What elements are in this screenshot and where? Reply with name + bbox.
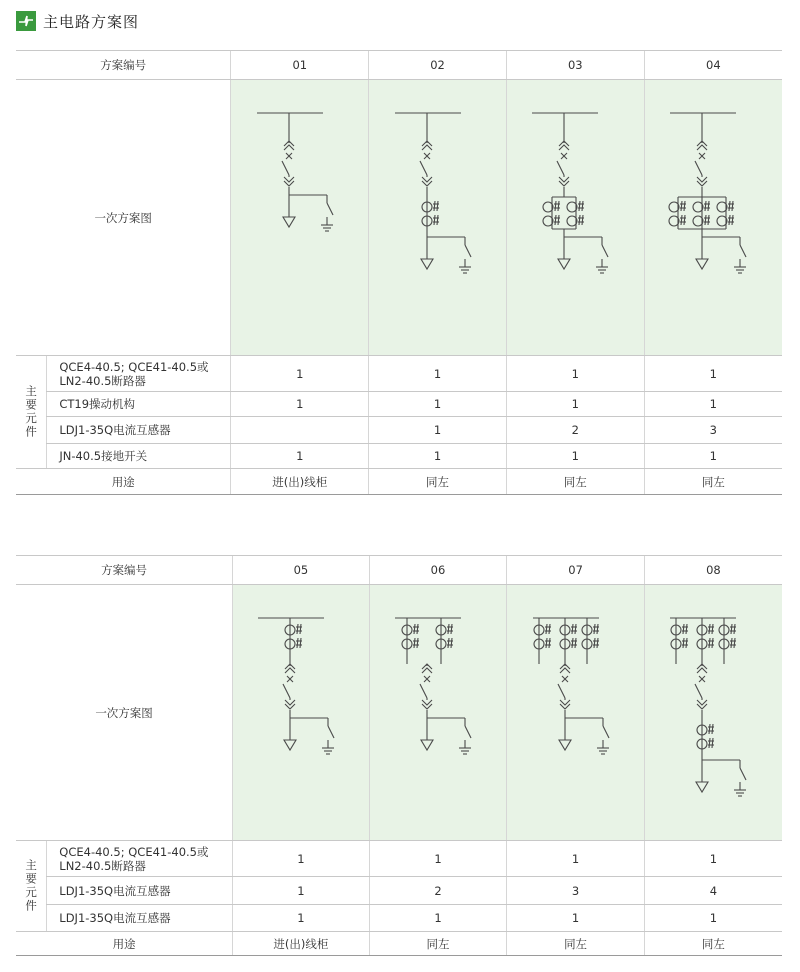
ct-mark <box>705 215 706 225</box>
ct-mark <box>546 624 547 634</box>
ct-mark <box>594 624 595 634</box>
component-qty: 1 <box>644 905 782 932</box>
ct-mark <box>734 624 735 634</box>
diagram-row <box>16 585 782 841</box>
plug-in-contact-icon <box>285 700 295 705</box>
ct-mark <box>684 215 685 225</box>
ct-mark <box>555 201 556 211</box>
component-qty: 1 <box>506 392 644 417</box>
ct-mark <box>709 638 710 648</box>
scheme-number: 04 <box>644 51 782 80</box>
plug-in-contact-icon <box>697 668 707 673</box>
scheme-number-label: 方案编号 <box>16 556 233 585</box>
usage-value: 同左 <box>369 469 507 495</box>
ct-mark <box>575 638 576 648</box>
circuit-diagram-cell <box>644 585 782 841</box>
circuit-diagram-cell <box>644 80 782 356</box>
component-qty: 1 <box>369 905 507 932</box>
plug-in-contact-icon <box>284 177 294 182</box>
component-name: CT19操动机构 <box>47 392 231 417</box>
breaker-blade-icon <box>695 684 702 698</box>
breaker-blade-icon <box>695 161 702 175</box>
ct-mark <box>712 738 713 748</box>
cable-terminal-icon <box>559 740 571 750</box>
component-row <box>16 417 782 444</box>
usage-value: 同左 <box>507 932 645 956</box>
component-row <box>16 392 782 417</box>
component-qty: 2 <box>369 877 507 905</box>
component-qty: 1 <box>369 392 507 417</box>
usage-value: 进(出)线柜 <box>233 932 370 956</box>
ct-mark <box>451 624 452 634</box>
ct-mark <box>437 215 438 225</box>
component-qty: 1 <box>644 841 782 877</box>
component-qty: 1 <box>369 444 507 469</box>
component-name: LDJ1-35Q电流互感器 <box>47 905 233 932</box>
earthing-switch-icon <box>740 245 746 257</box>
usage-value: 进(出)线柜 <box>231 469 369 495</box>
usage-value: 同左 <box>644 469 782 495</box>
plug-in-contact-icon <box>285 668 295 673</box>
ct-mark <box>549 638 550 648</box>
ct-mark <box>734 638 735 648</box>
component-qty: 1 <box>231 444 369 469</box>
plug-in-contact-icon <box>284 145 294 150</box>
ct-mark <box>686 624 687 634</box>
component-qty: 1 <box>231 392 369 417</box>
circuit-diagram-cell <box>233 585 370 841</box>
scheme-table-2 <box>16 555 782 956</box>
diagram-label: 一次方案图 <box>16 585 233 841</box>
breaker-blade-icon <box>558 684 565 698</box>
ct-mark <box>712 724 713 734</box>
scheme-number: 07 <box>507 556 645 585</box>
ct-mark <box>594 638 595 648</box>
ct-mark <box>731 624 732 634</box>
ct-mark <box>414 624 415 634</box>
cable-terminal-icon <box>696 259 708 269</box>
cable-terminal-icon <box>284 740 296 750</box>
ct-mark <box>417 638 418 648</box>
ct-mark <box>712 624 713 634</box>
usage-value: 同左 <box>369 932 507 956</box>
component-qty: 1 <box>644 444 782 469</box>
component-name: QCE4-40.5; QCE41-40.5或LN2-40.5断路器 <box>47 356 231 392</box>
component-qty: 1 <box>507 905 645 932</box>
ct-mark <box>684 201 685 211</box>
ct-mark <box>732 201 733 211</box>
component-qty: 1 <box>233 841 370 877</box>
ct-mark <box>300 638 301 648</box>
scheme-number: 01 <box>231 51 369 80</box>
circuit-diagram-cell <box>369 80 507 356</box>
plug-in-contact-icon <box>697 700 707 705</box>
ct-mark <box>546 638 547 648</box>
usage-value: 同左 <box>644 932 782 956</box>
scheme-number-label: 方案编号 <box>16 51 231 80</box>
diagram-label: 一次方案图 <box>16 80 231 356</box>
component-qty: 2 <box>506 417 644 444</box>
scheme-number-row <box>16 556 782 585</box>
scheme-number: 03 <box>506 51 644 80</box>
component-name: LDJ1-35Q电流互感器 <box>47 417 231 444</box>
scheme-number: 05 <box>233 556 370 585</box>
ct-mark <box>582 215 583 225</box>
plug-in-contact-icon <box>560 668 570 673</box>
cable-terminal-icon <box>421 740 433 750</box>
component-row <box>16 905 782 932</box>
component-qty <box>231 417 369 444</box>
component-row <box>16 356 782 392</box>
circuit-diagram-cell <box>231 80 369 356</box>
ct-mark <box>712 638 713 648</box>
plug-in-contact-icon <box>559 145 569 150</box>
ct-mark <box>681 215 682 225</box>
component-row <box>16 841 782 877</box>
component-qty: 1 <box>644 356 782 392</box>
ct-mark <box>681 201 682 211</box>
plug-in-contact-icon <box>422 668 432 673</box>
usage-value: 同左 <box>506 469 644 495</box>
usage-row <box>16 932 782 956</box>
ct-mark <box>555 215 556 225</box>
scheme-number: 06 <box>369 556 507 585</box>
ct-mark <box>729 201 730 211</box>
plug-in-contact-icon <box>422 700 432 705</box>
ct-mark <box>732 215 733 225</box>
cable-terminal-icon <box>283 217 295 227</box>
ct-mark <box>414 638 415 648</box>
scheme-number-row <box>16 51 782 80</box>
ct-mark <box>579 215 580 225</box>
ct-mark <box>709 624 710 634</box>
component-qty: 3 <box>507 877 645 905</box>
component-qty: 1 <box>506 444 644 469</box>
component-qty: 1 <box>369 356 507 392</box>
plug-in-contact-icon <box>560 700 570 705</box>
component-qty: 1 <box>369 841 507 877</box>
ct-mark <box>297 638 298 648</box>
page-title: 主电路方案图 <box>43 12 140 31</box>
component-name: JN-40.5接地开关 <box>47 444 231 469</box>
ct-mark <box>731 638 732 648</box>
breaker-blade-icon <box>282 161 289 175</box>
ct-mark <box>709 724 710 734</box>
cable-terminal-icon <box>696 782 708 792</box>
breaker-blade-icon <box>420 684 427 698</box>
ct-mark <box>448 624 449 634</box>
ct-mark <box>575 624 576 634</box>
usage-label: 用途 <box>16 469 231 495</box>
ct-mark <box>597 638 598 648</box>
ct-mark <box>549 624 550 634</box>
circuit-diagram-cell <box>506 80 644 356</box>
plug-in-contact-icon <box>559 177 569 182</box>
component-qty: 1 <box>369 417 507 444</box>
breaker-blade-icon <box>283 684 290 698</box>
ct-mark <box>297 624 298 634</box>
main-components-label: 主要元件 <box>16 356 47 469</box>
cable-terminal-icon <box>558 259 570 269</box>
ct-mark <box>572 638 573 648</box>
ct-mark <box>558 215 559 225</box>
usage-row <box>16 469 782 495</box>
power-logo-icon <box>16 11 36 31</box>
ct-mark <box>683 624 684 634</box>
component-qty: 1 <box>233 877 370 905</box>
page-header <box>16 9 139 33</box>
ct-mark <box>300 624 301 634</box>
ct-mark <box>579 201 580 211</box>
component-qty: 4 <box>644 877 782 905</box>
component-qty: 1 <box>506 356 644 392</box>
earthing-switch-icon <box>465 726 471 738</box>
component-qty: 1 <box>644 392 782 417</box>
component-row <box>16 877 782 905</box>
ct-mark <box>572 624 573 634</box>
plug-in-contact-icon <box>422 177 432 182</box>
circuit-diagram-cell <box>369 585 507 841</box>
earthing-switch-icon <box>603 726 609 738</box>
plug-in-contact-icon <box>697 145 707 150</box>
cable-terminal-icon <box>421 259 433 269</box>
ct-mark <box>705 201 706 211</box>
earthing-switch-icon <box>602 245 608 257</box>
ct-mark <box>597 624 598 634</box>
ct-mark <box>558 201 559 211</box>
component-qty: 3 <box>644 417 782 444</box>
diagram-row <box>16 80 782 356</box>
ct-mark <box>434 215 435 225</box>
earthing-switch-icon <box>327 203 333 215</box>
breaker-blade-icon <box>420 161 427 175</box>
ct-mark <box>448 638 449 648</box>
earthing-switch-icon <box>465 245 471 257</box>
component-name: LDJ1-35Q电流互感器 <box>47 877 233 905</box>
breaker-blade-icon <box>557 161 564 175</box>
ct-mark <box>729 215 730 225</box>
scheme-number: 02 <box>369 51 507 80</box>
scheme-table-1 <box>16 50 782 495</box>
usage-label: 用途 <box>16 932 233 956</box>
plug-in-contact-icon <box>422 145 432 150</box>
component-qty: 1 <box>231 356 369 392</box>
ct-mark <box>708 215 709 225</box>
component-qty: 1 <box>233 905 370 932</box>
component-name: QCE4-40.5; QCE41-40.5或LN2-40.5断路器 <box>47 841 233 877</box>
ct-mark <box>451 638 452 648</box>
ct-mark <box>686 638 687 648</box>
scheme-number: 08 <box>644 556 782 585</box>
component-row <box>16 444 782 469</box>
component-qty: 1 <box>507 841 645 877</box>
earthing-switch-icon <box>328 726 334 738</box>
ct-mark <box>417 624 418 634</box>
ct-mark <box>683 638 684 648</box>
plug-in-contact-icon <box>697 177 707 182</box>
ct-mark <box>434 201 435 211</box>
main-components-label: 主要元件 <box>16 841 47 932</box>
ct-mark <box>582 201 583 211</box>
ct-mark <box>437 201 438 211</box>
circuit-diagram-cell <box>507 585 645 841</box>
ct-mark <box>708 201 709 211</box>
ct-mark <box>709 738 710 748</box>
earthing-switch-icon <box>740 768 746 780</box>
